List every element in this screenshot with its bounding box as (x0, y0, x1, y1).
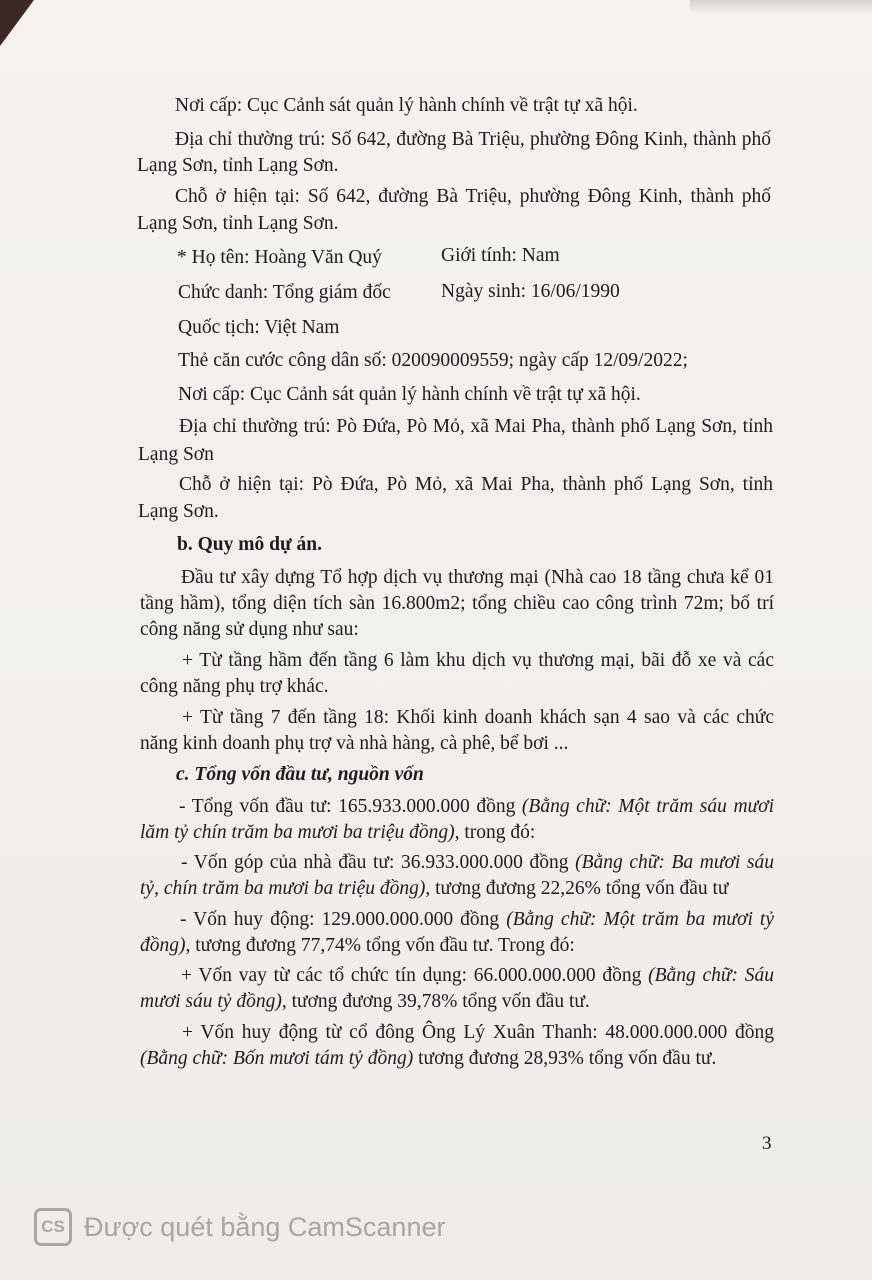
total-capital-words-b: lăm tỷ chín trăm ba mươi ba triệu đồng) (140, 822, 455, 843)
total-capital-tail: , trong đó: (454, 822, 536, 843)
scale-line-2: tầng hầm), tổng diện tích sàn 16.800m2; tổng chiều cao công trình 72m; bố trí (140, 593, 774, 614)
person-nationality: Quốc tịch: Việt Nam (178, 317, 340, 338)
equity-words-a: (Bằng chữ: Ba mươi sáu (575, 852, 775, 873)
equity-line-1 (181, 851, 774, 875)
total-capital-line-2 (140, 821, 535, 845)
scale-line-1: Đầu tư xây dựng Tổ hợp dịch vụ thương mại (Nhà cao 18 tầng chưa kể 01 (181, 567, 774, 588)
shareholder-tail: tương đương 28,93% tổng vốn đầu tư. (413, 1048, 717, 1069)
camscanner-logo-icon: CS (34, 1208, 72, 1246)
section-c-heading: c. Tổng vốn đầu tư, nguồn vốn (176, 764, 424, 785)
total-capital-words-a: (Bằng chữ: Một trăm sáu mươi (521, 796, 774, 817)
section-b-heading: b. Quy mô dự án. (177, 534, 322, 555)
mobilized-words-a: (Bằng chữ: Một trăm ba mươi tỷ (506, 909, 774, 930)
id-card-line: Thẻ căn cước công dân số: 020090009559; ngày cấp 12/09/2022; (178, 350, 688, 371)
mobilized-line-2 (140, 934, 575, 958)
total-capital-line-1 (179, 795, 774, 819)
issuer-line-2: Nơi cấp: Cục Cảnh sát quản lý hành chính về trật tự xã hội. (178, 384, 641, 405)
floor-usage-a1: + Từ tầng hầm đến tầng 6 làm khu dịch vụ thương mại, bãi đỗ xe và các (182, 650, 774, 671)
loan-amount: + Vốn vay từ các tổ chức tín dụng: 66.000.000.000 đồng (181, 965, 649, 986)
floor-usage-a2: công năng phụ trợ khác. (140, 676, 329, 697)
shareholder-words: (Bằng chữ: Bốn mươi tám tỷ đồng) (140, 1048, 414, 1069)
loan-words-b: mươi sáu tỷ đồng) (140, 991, 282, 1012)
current-address-1b: Lạng Sơn, tỉnh Lạng Sơn. (137, 213, 339, 234)
mobilized-tail: , tương đương 77,74% tổng vốn đầu tư. Trong đó: (185, 935, 575, 956)
current-address-2a: Chỗ ở hiện tại: Pò Đứa, Pò Mỏ, xã Mai Pha, thành phố Lạng Sơn, tỉnh (179, 474, 773, 495)
person-name: * Họ tên: Hoàng Văn Quý (177, 247, 382, 268)
equity-words-b: tỷ, chín trăm ba mươi ba triệu đồng) (140, 878, 426, 899)
page-number: 3 (762, 1133, 772, 1154)
total-capital-amount: - Tổng vốn đầu tư: 165.933.000.000 đồng (179, 796, 522, 817)
person-gender: Giới tính: Nam (441, 245, 560, 266)
floor-usage-b2: năng kinh doanh phụ trợ và nhà hàng, cà phê, bể bơi ... (140, 733, 569, 754)
equity-line-2 (140, 877, 728, 901)
permanent-address-2b: Lạng Sơn (138, 444, 214, 465)
current-address-1a: Chỗ ở hiện tại: Số 642, đường Bà Triệu, phường Đông Kinh, thành phố (175, 186, 771, 207)
loan-tail: , tương đương 39,78% tổng vốn đầu tư. (281, 991, 590, 1012)
current-address-2b: Lạng Sơn. (138, 501, 219, 522)
page-corner-fold (0, 0, 34, 46)
permanent-address-1a: Địa chỉ thường trú: Số 642, đường Bà Triệu, phường Đông Kinh, thành phố (175, 129, 771, 150)
issuer-line-1: Nơi cấp: Cục Cảnh sát quản lý hành chính về trật tự xã hội. (175, 95, 638, 116)
mobilized-amount: - Vốn huy động: 129.000.000.000 đồng (180, 909, 507, 930)
red-stamp-edge (848, 340, 872, 520)
mobilized-words-b: đồng) (140, 935, 186, 956)
person-dob: Ngày sinh: 16/06/1990 (441, 281, 620, 302)
floor-usage-b1: + Từ tầng 7 đến tầng 18: Khối kinh doanh khách sạn 4 sao và các chức (182, 707, 774, 728)
loan-line-1 (181, 964, 774, 988)
permanent-address-2a: Địa chỉ thường trú: Pò Đứa, Pò Mỏ, xã Mai Pha, thành phố Lạng Sơn, tỉnh (179, 416, 773, 437)
permanent-address-1b: Lạng Sơn, tỉnh Lạng Sơn. (137, 155, 339, 176)
scale-line-3: công năng sử dụng như sau: (140, 619, 359, 640)
watermark-text: Được quét bằng CamScanner (84, 1211, 446, 1242)
scan-shadow (690, 0, 872, 14)
camscanner-watermark (34, 1207, 445, 1247)
loan-words-a: (Bằng chữ: Sáu (648, 965, 774, 986)
loan-line-2 (140, 990, 590, 1014)
shareholder-line-2 (140, 1047, 716, 1071)
mobilized-line-1 (180, 908, 774, 932)
person-title: Chức danh: Tổng giám đốc (178, 282, 391, 303)
shareholder-line-1: + Vốn huy động từ cổ đông Ông Lý Xuân Thanh: 48.000.000.000 đồng (182, 1022, 774, 1043)
equity-tail: , tương đương 22,26% tổng vốn đầu tư (425, 878, 729, 899)
equity-amount: - Vốn góp của nhà đầu tư: 36.933.000.000 đồng (181, 852, 576, 873)
